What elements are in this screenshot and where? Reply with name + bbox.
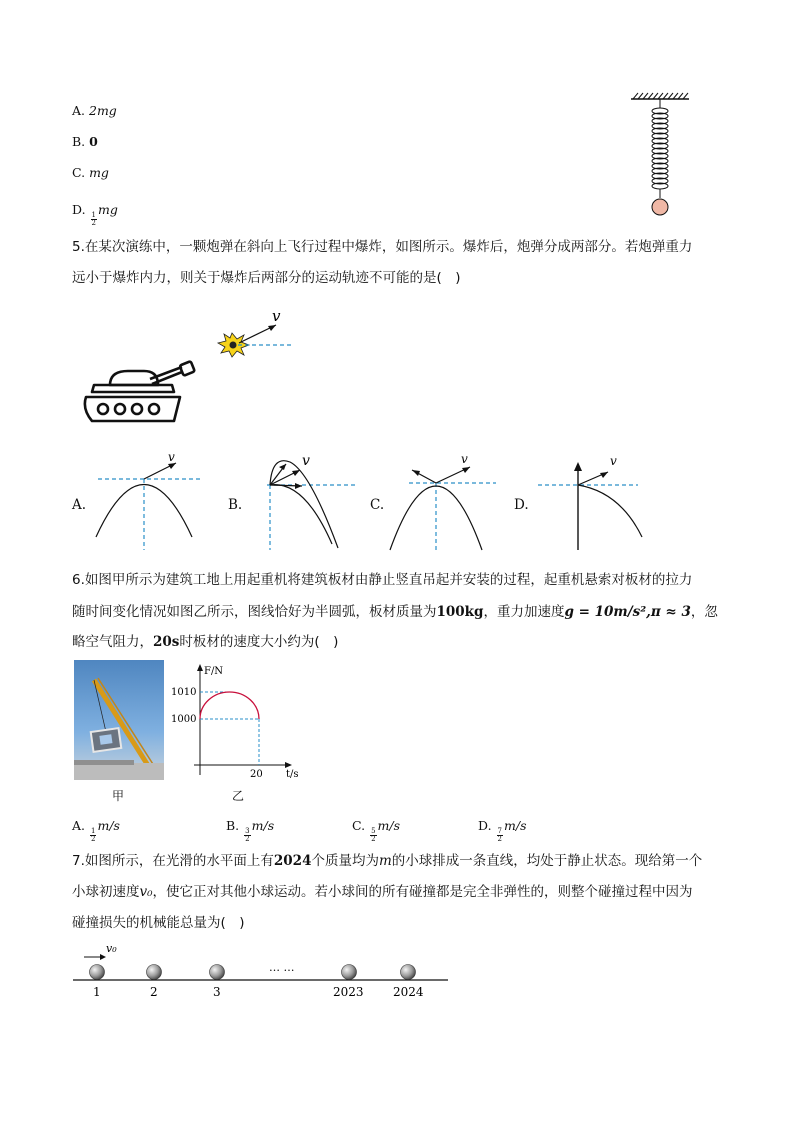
ball-2023	[342, 965, 357, 980]
q5-choice-c-diagram	[384, 450, 504, 552]
balls-figure	[70, 940, 455, 1002]
ball-label-1: 1	[93, 985, 101, 999]
q4-option-c: C. mg	[72, 165, 109, 180]
q6-option-b: B. $\frac{3}{2}$ m/s	[226, 818, 275, 843]
q7-text-line1: 7.如图所示，在光滑的水平面上有2024个质量均为m的小球排成一条直线，均处于静止状态。现给第一个	[72, 853, 703, 869]
q6-text-line2: 随时间变化情况如图乙所示，图线恰好为半圆弧，板材质量为100kg，重力加速度g = 10m/s²,π ≈ 3，忽	[72, 604, 718, 620]
svg-text:v: v	[610, 454, 617, 468]
ball-2	[147, 965, 162, 980]
svg-text:v: v	[168, 452, 175, 464]
q6-option-d: D. $\frac{7}{2}$ m/s	[478, 818, 527, 843]
svg-text:v: v	[461, 452, 468, 466]
semicircle-curve	[200, 692, 259, 719]
q5-choice-c-letter: C.	[370, 497, 385, 513]
ball-1	[90, 965, 105, 980]
svg-text:v: v	[302, 453, 310, 469]
velocity-label: v	[272, 307, 281, 325]
y-tick-1010: 1010	[171, 687, 197, 698]
ball-label-2: 2	[150, 985, 158, 999]
q5-text-line1: 5.在某次演练中，一颗炮弹在斜向上飞行过程中爆炸，如图所示。爆炸后，炮弹分成两部分。若炮弹重力	[72, 239, 693, 255]
q5-text-line2: 远小于爆炸内力，则关于爆炸后两部分的运动轨迹不可能的是( )	[72, 270, 461, 286]
spring-figure	[625, 92, 695, 220]
fraction: $\frac{1}{2}$	[91, 211, 97, 227]
q6-text-line1: 6.如图甲所示为建筑工地上用起重机将建筑板材由静止竖直吊起并安装的过程，起重机悬索对板材的拉力	[72, 572, 693, 588]
q6-option-c: C. $\frac{5}{2}$ m/s	[352, 818, 401, 843]
q5-choice-a-diagram	[88, 452, 208, 552]
v0-label: v₀	[106, 942, 117, 955]
q7-text-line2: 小球初速度v₀，使它正对其他小球运动。若小球间的所有碰撞都是完全非弹性的，则整个碰撞过程中因为	[72, 884, 693, 900]
q5-choice-b-letter: B.	[228, 497, 243, 513]
q4-option-a: A. 2mg	[72, 103, 117, 118]
q4-option-d: D. $\frac{1}{2}$ mg	[72, 202, 118, 227]
tank-explosion-figure	[78, 305, 298, 430]
y-tick-1000: 1000	[171, 714, 197, 725]
ball-2024	[401, 965, 416, 980]
caption-yi: 乙	[232, 789, 245, 803]
q7-text-line3: 碰撞损失的机械能总量为( )	[72, 915, 245, 931]
q4-option-b: B. 0	[72, 134, 98, 149]
ellipsis: … …	[269, 961, 295, 974]
x-tick-20: 20	[250, 769, 263, 780]
ball-3	[210, 965, 225, 980]
explosion-icon	[218, 333, 249, 357]
y-axis-label: F/N	[204, 666, 224, 677]
x-axis-label: t/s	[286, 769, 299, 780]
ball-label-3: 3	[213, 985, 221, 999]
caption-jia: 甲	[112, 789, 125, 803]
q5-choice-b-diagram	[242, 450, 362, 552]
ball-label-2024: 2024	[393, 985, 424, 999]
q6-text-line3: 略空气阻力，20s时板材的速度大小约为( )	[72, 634, 339, 650]
q6-option-a: A. $\frac{1}{2}$ m/s	[72, 818, 120, 843]
ball-label-2023: 2023	[333, 985, 364, 999]
q5-choice-d-diagram	[530, 452, 650, 552]
force-time-chart	[168, 660, 308, 782]
tank-icon	[85, 361, 195, 421]
q5-choice-d-letter: D.	[514, 497, 529, 513]
crane-photo	[74, 660, 164, 780]
q5-choice-a-letter: A.	[72, 497, 87, 513]
